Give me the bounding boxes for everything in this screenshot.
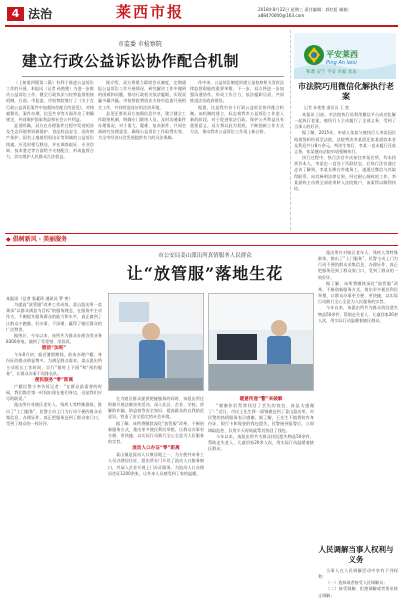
paragraph: 意见明确，双方在办理案件过程中发现的涉及生态环境和资源保护、食品药品安全、国有财产保护、国有土地使用权出让等领域的公益诉讼线索，应及时相互移送，并在调查取证、专业咨询、技术鉴定等方面给予支持配合，形成监督合力，切实维护人民群众合法权益。: [6, 123, 94, 159]
article1-column-3: [190, 80, 284, 230]
subheading: 暖意传递“警”来破解: [239, 397, 283, 402]
paragraph: 户籍民警小李告诉记者：“在群众最需要的时候，我们都会第一时间出现在他们身边，这是我们应尽的职责。”: [6, 383, 102, 402]
paragraph: （二）接受调解、拒绝调解或者要求终止调解；: [318, 586, 398, 598]
article2-column-2: [108, 396, 204, 596]
ping-an-brand-cn: 平安莱西: [326, 50, 358, 59]
article2-column-4: [318, 250, 398, 540]
paragraph: 据介绍，双方将建立联席会议制度，定期通报公益诉讼工作开展情况，研究解决工作中遇到的困难和问题，推动行政机关依法履职，实现双赢多赢共赢。市检察院将依法支持市监委开展相关工作，共同营造良好的法治环境。: [98, 80, 186, 110]
paragraph: 在为辖区群众提供便捷服务的同时，该派出所还积极开展法制宣传活动，深入社区、企业、学校，讲解防诈骗、防盗窃等安全知识，提高群众的自我防范意识，营造了安全稳定的社会环境。: [108, 396, 204, 420]
sidebar-headline: 市法院巧用微信化解执行老案: [298, 82, 394, 101]
paragraph: “谢谢你们帮我找回了丢失的钱包，真是太感谢了！”近日，市民王先生将一面锦旗送到了姜山派出所，对民警的热情服务表示感谢。据了解，王先生不慎将装有身份证、银行卡和现金的钱包遗失，民警接到报警后，立即调取监控，仅用半天时间就帮其找回了钱包。: [208, 403, 314, 433]
article1-column-2: [98, 80, 186, 230]
subheading: 便民服务“零”距离: [34, 377, 74, 383]
article2-column-1: [6, 296, 102, 596]
paragraph: 今年8月初，临近暑假期间，前来办理户籍、身份证的群众明显增多。为满足群众需求，姜山派出所主动延长工作时间，实行“错时上下班”和“预约服务”，让群众办事不再排长队。: [6, 352, 102, 376]
article1-column-1: [6, 80, 94, 230]
article3-body: [318, 568, 398, 598]
article3-headline: 人民调解当事人权利与义务: [318, 545, 394, 564]
paragraph: 据悉，这是我市首个行政公益诉讼协作配合机制。该机制的建立，标志着我市公益诉讼工作进入新的阶段，对于促进依法行政、保护公共利益具有重要意义。双方将以此为契机，不断创新工作方式方法，推动我市公益诉讼工作再上新台阶。: [190, 104, 284, 135]
paragraph: 作中来。公益诉讼制度的建立是检察机关发挥法律监督职能的重要举措。下一步，双方将进一步加强沟通协作，形成工作合力，依法履职尽责，共同推进法治政府建设。: [190, 80, 284, 104]
paragraph: （上接第四版第二篇）有利于推进公益诉讼工作的开展，本报讯（记者 孙艳艳）为进一步推动公益诉讼工作，健全行政执法与检察监督衔接机制，日前，市监委、市检察院签订了《关于在行政公益诉讼案件中加强协作配合的意见》，对线索移送、案件办理、信息共享等方面作出了明确规定，共同维护国家利益和社会公共利益。: [6, 80, 94, 122]
paragraph: 今年以来，该派出所共为群众找回遗失物品50余件，帮助走失老人、儿童回家20余人次，用实际行动温暖着辖区群众。: [208, 433, 314, 452]
paragraph: 派出所针对辖区老年人、残疾人等特殊群体，推出了“上门服务”，民警主动上门为行动不便的群众采集信息、办理证件，真正把服务送到了群众家门口，受到了群众的一致好评。: [6, 402, 102, 426]
paragraph: 姜山镇是流动人口聚居地之一，为方便外来务工人员办理居住证，派出所专门开设了流动人口服务窗口，并深入企业开展上门办证服务，为流动人口办理居住证1200余张，让外来人员感受到了家的温暖。: [108, 452, 204, 476]
subheading: 流动人口办证“零”距离: [132, 446, 180, 452]
police-office-photo-icon: [109, 294, 204, 391]
paragraph: 意见还要求双方加强信息共享，建立健全工作联络机制，明确专门联络人员，及时沟通案件办理情况，对于重大、疑难、复杂案件，共同会商研究处理意见，确保公益诉讼工作取得实效，为全市经济社会发展提供有力的司法保障。: [98, 110, 186, 141]
masthead-info: 2018年8月22日 星期三 责任编辑：郭红虹 邮箱：a88470000@163.com: [258, 7, 352, 18]
paragraph: （一）选择或者接受人民调解员；: [326, 580, 388, 586]
paragraph: 据了解，该所将继续深化“放管服”改革，不断创新服务方式，推出更多便民利民举措，让群众办事更方便、更快捷，以实际行动践行全心全意为人民服务的宗旨。: [318, 280, 398, 305]
sidebar-author: 记者 孙艳艳 通讯员 王 艳: [304, 105, 350, 110]
byline: 本报讯（记者 张素珍 通讯员 罗 笑）: [6, 296, 73, 301]
section-tag: ◆ 倡树新风 · 美丽服务: [6, 236, 68, 243]
paragraph: 今年以来，该派出所共为群众找回遗失物品50余件，帮助走失老人、儿童回家20余人次，用实际行动温暖着辖区群众。: [318, 305, 398, 323]
headline-rule: [22, 76, 284, 77]
sidebar-body: [294, 112, 396, 230]
article2-headline: 让“放管服”落地生花: [126, 264, 284, 283]
paragraph: 派出所针对辖区老年人、残疾人等特殊群体，推出了“上门服务”，民警主动上门为行动不便的群众采集信息、办理证件，真正把服务送到了群众家门口，受到了群众的一致好评。: [318, 250, 398, 280]
section-title: 法治: [28, 7, 53, 21]
article1-headline: 建立行政公益诉讼协作配合机制: [22, 52, 240, 70]
section-divider: [5, 233, 398, 234]
photo-police-office: [108, 293, 204, 391]
paragraph: 当事人在人民调解活动中享有下列权利：: [318, 568, 398, 580]
page-number-badge: 4: [7, 7, 24, 21]
paragraph: 执行过程中，执行法官多次前往李某住所，均未找到其本人，李某也一直处于失联状态。后执行法官通过走访了解到，李某长期在外地务工，遂通过微信与其取得联系，向其释明法律后果。经过耐心细致的工作，李某最终主动将全部款项转入法院账户，该案得以顺利执结。: [294, 155, 396, 191]
service-window-photo-icon: [209, 294, 314, 391]
newspaper-logo: 莱西市报: [116, 3, 185, 21]
paragraph: 据了解，该所将继续深化“放管服”改革，不断创新服务方式，推出更多便民利民举措，让群众办事更方便、更快捷，以实际行动践行全心全意为人民服务的宗旨。: [108, 420, 204, 445]
article2-column-3: [208, 396, 314, 596]
paragraph: 据统计，今年以来，该所共为群众办理各类业务8300余笔，做到了零差错、零投诉。: [6, 332, 102, 345]
subheading: 假前“加班”: [41, 346, 67, 352]
paragraph: 为提高“放管服”改革工作成效，姜山派出所一直秉承“以群众满意为目标”的服务理念，在服务中主动作为，不断提升服务群众的能力和水平，真正做到了让群众少跑腿、好办事、不添堵，赢得了辖区群众的广泛赞誉。: [6, 302, 102, 332]
ping-an-slogan: 和谐 安宁 平安 幸福 欢乐: [306, 70, 357, 75]
paragraph: 本报讯 日前，市法院执行局利用微信平台成功化解一起执行老案，被执行人主动履行了全部义务，受到了当事人的好评。: [294, 112, 396, 130]
section-tag-rule: [6, 245, 398, 246]
photo-service-window: [208, 293, 314, 391]
ping-an-brand-en: Ping An laixi: [326, 60, 357, 66]
article1-kicker: 市监委 市检察院: [118, 41, 162, 48]
paragraph: 据了解，2015年，申请人张某与被执行人李某因民间借贷纠纷诉至法院，法院判决李某偿还张某借款本金及利息共计8万余元。判决生效后，李某一直未履行还款义务，张某遂向法院申请强制执行。: [294, 130, 396, 154]
article2-kicker: 市公安局姜山派出所真情服务人民群众: [158, 253, 252, 259]
top-rule: [5, 25, 398, 27]
